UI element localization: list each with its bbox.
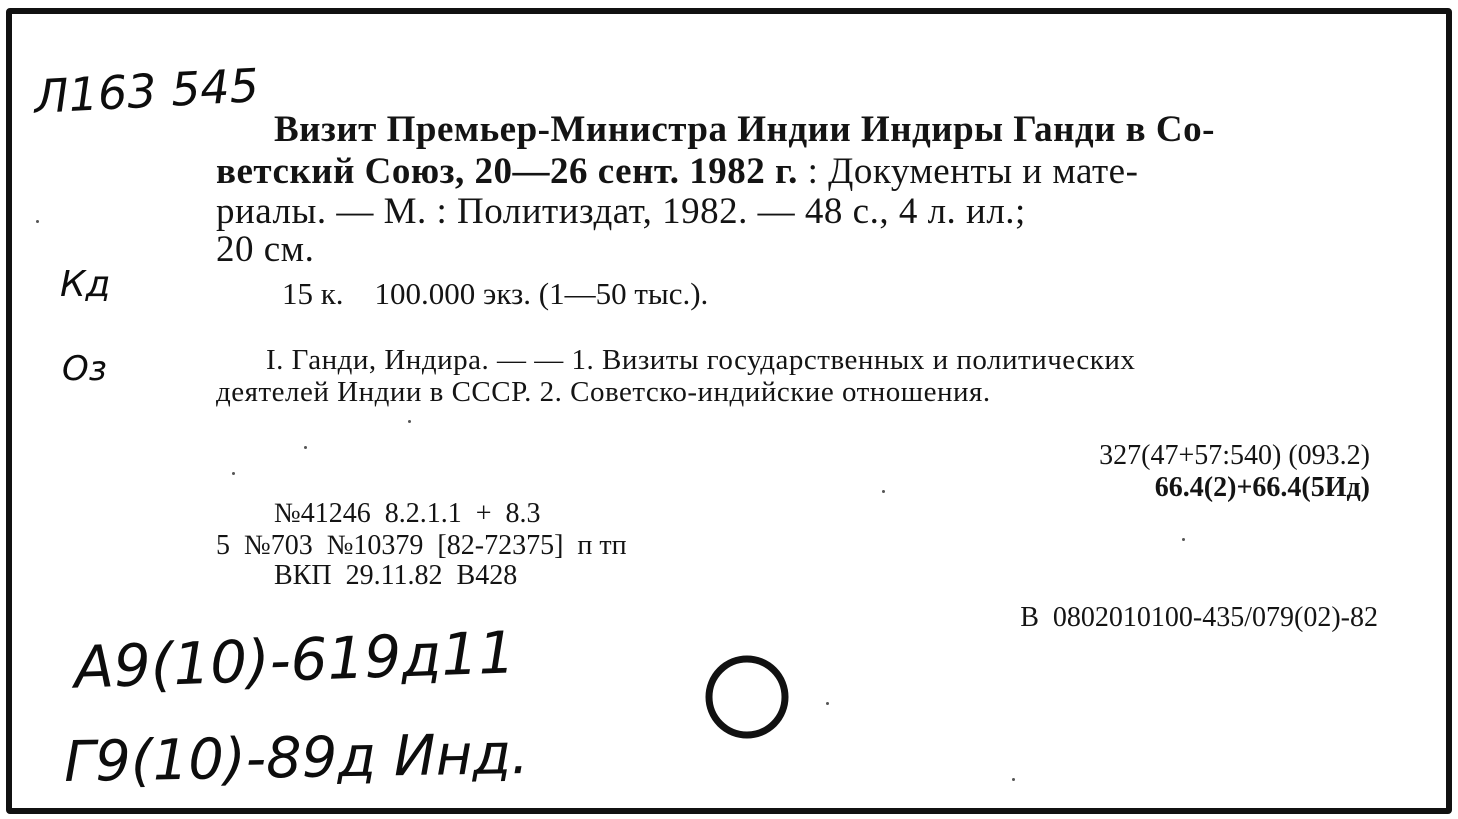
scan-speck [1182, 538, 1185, 541]
handwritten-bottom-line-1: А9(10)-619д11 [72, 618, 517, 702]
scan-speck [826, 702, 829, 705]
entry-price-line: 15 к. 100.000 экз. (1—50 тыс.). [282, 276, 709, 311]
catalog-info-line-3: ВКП 29.11.82 В428 [274, 560, 518, 591]
scan-speck [232, 472, 235, 475]
entry-subjects-line-1: I. Ганди, Индира. — — 1. Визиты государственных и политических [266, 344, 1136, 376]
catalog-info-line-2: 5 №703 №10379 [82-72375] п тп [216, 530, 627, 561]
entry-title-line-3: риалы. — М. : Политиздат, 1982. — 48 с., 4 л. ил.; [216, 191, 1026, 232]
handwritten-margin-mark-kd: Кд [60, 264, 111, 305]
scan-speck [408, 420, 411, 423]
entry-subjects-line-2: деятелей Индии в СССР. 2. Советско-индийские отношения. [216, 376, 991, 408]
scan-speck [304, 446, 307, 449]
publisher-code: В 0802010100-435/079(02)-82 [1020, 602, 1378, 633]
entry-title-bold-part: ветский Союз, 20—26 сент. 1982 г. [216, 151, 798, 192]
entry-title-line-1: Визит Премьер-Министра Индии Индиры Ганди в Со- [274, 109, 1215, 150]
catalog-card [6, 8, 1452, 814]
handwritten-bottom-line-2: Г9(10)-89д Инд. [63, 721, 530, 796]
circle-mark-icon [702, 652, 792, 742]
entry-title-line-2 [216, 150, 1138, 193]
scan-speck [36, 220, 39, 223]
handwritten-top-code: Л163 545 [32, 58, 261, 124]
catalog-info-line-1: №41246 8.2.1.1 + 8.3 [274, 498, 541, 529]
scan-speck [1012, 778, 1015, 781]
udc-code: 327(47+57:540) (093.2) [1099, 440, 1370, 471]
bbk-code: 66.4(2)+66.4(5Ид) [1154, 472, 1370, 503]
scan-speck [882, 490, 885, 493]
handwritten-margin-mark-oz: Оз [62, 349, 107, 389]
entry-title-rest-part: : Документы и мате- [797, 151, 1139, 192]
entry-title-line-4: 20 см. [216, 229, 315, 270]
